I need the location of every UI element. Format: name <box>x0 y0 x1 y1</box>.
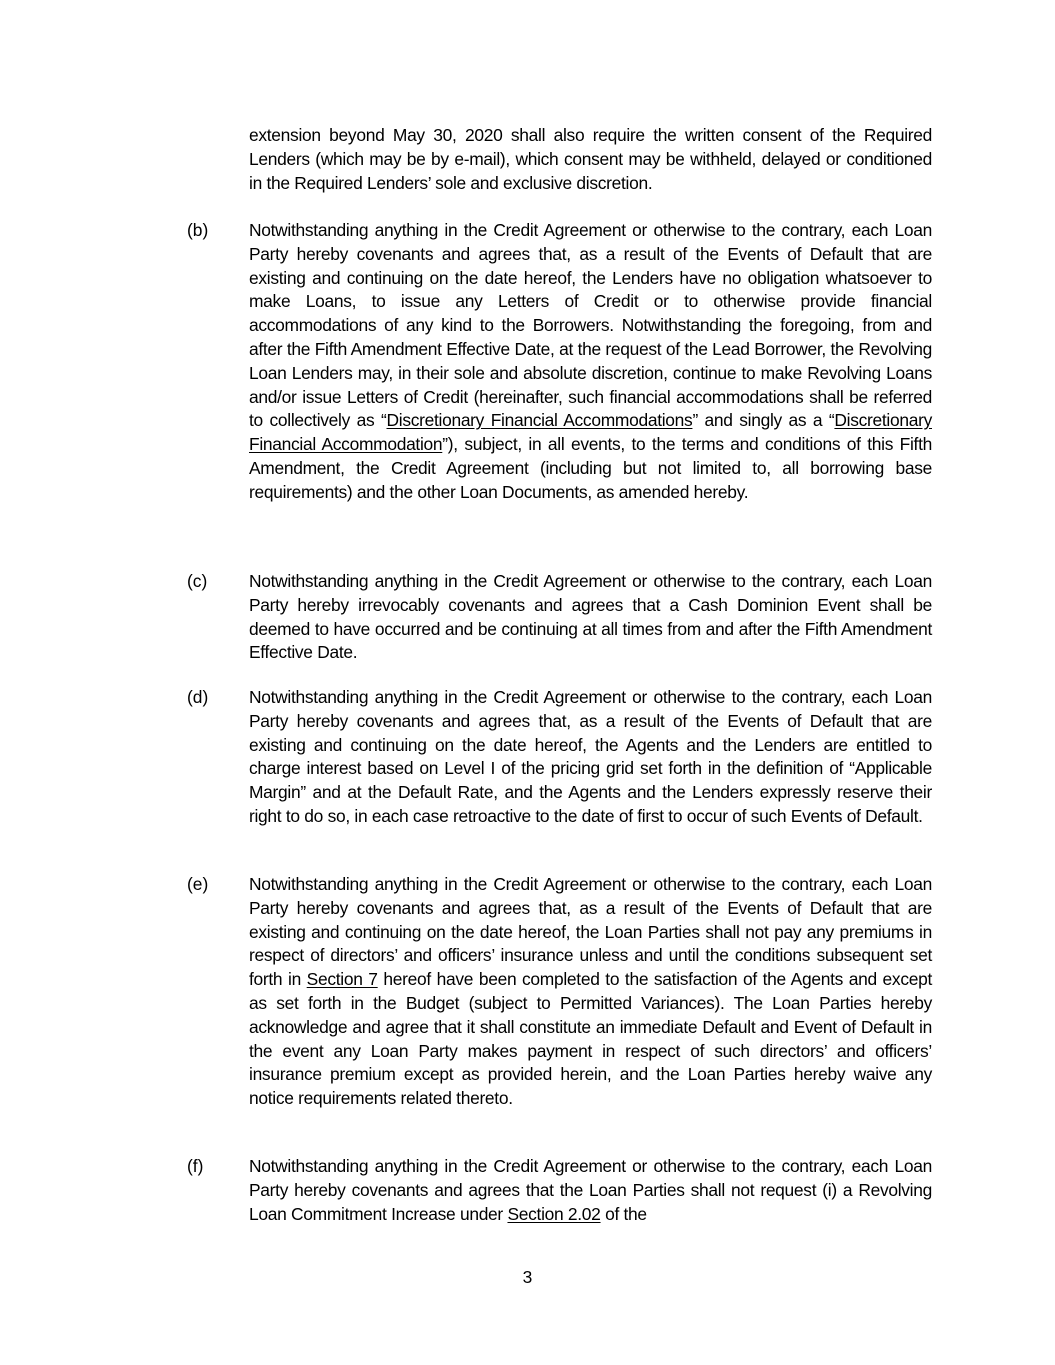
section-2-02-reference: Section 2.02 <box>507 1203 601 1224</box>
clause-e-paragraph <box>249 873 932 1111</box>
clause-d-label: (d) <box>187 687 209 707</box>
clause-c-paragraph: Notwithstanding anything in the Credit Agreement or otherwise to the contrary, each Loan Party hereby irrevocably covenants and agrees that a Cash Dominion Event shall be deemed to have occurred and be continuing at all times from and after the Fifth Amendment Effective Date. <box>249 571 932 663</box>
clause-f-text-2: of the <box>600 1203 647 1224</box>
clause-b-text-1: Notwithstanding anything in the Credit Agreement or otherwise to the contrary, each Loan Party hereby covenants and agrees that, as a result of the Events of Default that are existing and continuing on the date hereof, the Lenders have no obligation whatsoever to make Loans, to issue any Letters of Credit or to otherwise provide financial accommodations of any kind to the Borrowers. Notwithstanding the foregoing, from and after the Fifth Amendment Effective Date, at the request of the Lead Borrower, the Revolving Loan Lenders may, in their sole and absolute discretion, continue to make Revolving Loans and/or issue Letters of Credit (hereinafter, such financial accommodations shall be referred to collectively as “ <box>249 220 932 431</box>
clause-c-label: (c) <box>187 571 208 591</box>
clause-e-text-1: Notwithstanding anything in the Credit Agreement or otherwise to the contrary, each Loan Party hereby covenants and agrees that, as a result of the Events of Default that are existing and continuing on the date hereof, the Loan Parties shall not pay any premiums in respect of directors’ and officers’ insurance unless and until the conditions subsequent set forth in <box>249 874 932 990</box>
clause-b-text-2: ” and singly as a “ <box>692 410 835 431</box>
clause-f-text-1: Notwithstanding anything in the Credit Agreement or otherwise to the contrary, each Loan Party hereby covenants and agrees that the Loan Parties shall not request (i) a Revolving Loan Commitment Increase under <box>249 1156 932 1224</box>
clause-e-text-2: hereof have been completed to the satisfaction of the Agents and except as set forth in the Budget (subject to Permitted Variances). The Loan Parties hereby acknowledge and agree that it shall constitute an immediate Default and Event of Default in the event any Loan Party makes payment in respect of such directors’ and officers’ insurance premium except as provided herein, and the Loan Parties hereby waive any notice requirements related thereto. <box>249 969 932 1109</box>
clause-e-label: (e) <box>187 874 209 894</box>
defined-term-discretionary-financial-accommodations: Discretionary Financial Accommodations <box>386 410 693 431</box>
clause-b-paragraph <box>249 219 932 505</box>
intro-paragraph: extension beyond May 30, 2020 shall also require the written consent of the Required Lenders (which may be by e-mail), which consent may be withheld, delayed or conditioned in the Required Lenders’ sole and exclusive discretion. <box>249 125 932 193</box>
clause-f-label: (f) <box>187 1156 204 1176</box>
page-number: 3 <box>522 1267 533 1287</box>
defined-term-discretionary-financial-accommodation: Discretionary Financial Accommodation <box>249 410 932 455</box>
clause-f-paragraph <box>249 1155 932 1226</box>
clause-d-paragraph: Notwithstanding anything in the Credit Agreement or otherwise to the contrary, each Loan Party hereby covenants and agrees that, as a result of the Events of Default that are existing and continuing on the date hereof, the Agents and the Lenders are entitled to charge interest based on Level I of the pricing grid set forth in the definition of “Applicable Margin” and at the Default Rate, and the Agents and the Lenders expressly reserve their right to do so, in each case retroactive to the date of first to occur of such Events of Default. <box>249 687 932 826</box>
section-7-reference: Section 7 <box>306 969 378 990</box>
clause-b-text-3: ”), subject, in all events, to the terms and conditions of this Fifth Amendment, the Credit Agreement (including but not limited to, all borrowing base requirements) and the other Loan Documents, as amended hereby. <box>249 434 932 502</box>
clause-b-label: (b) <box>187 220 209 240</box>
